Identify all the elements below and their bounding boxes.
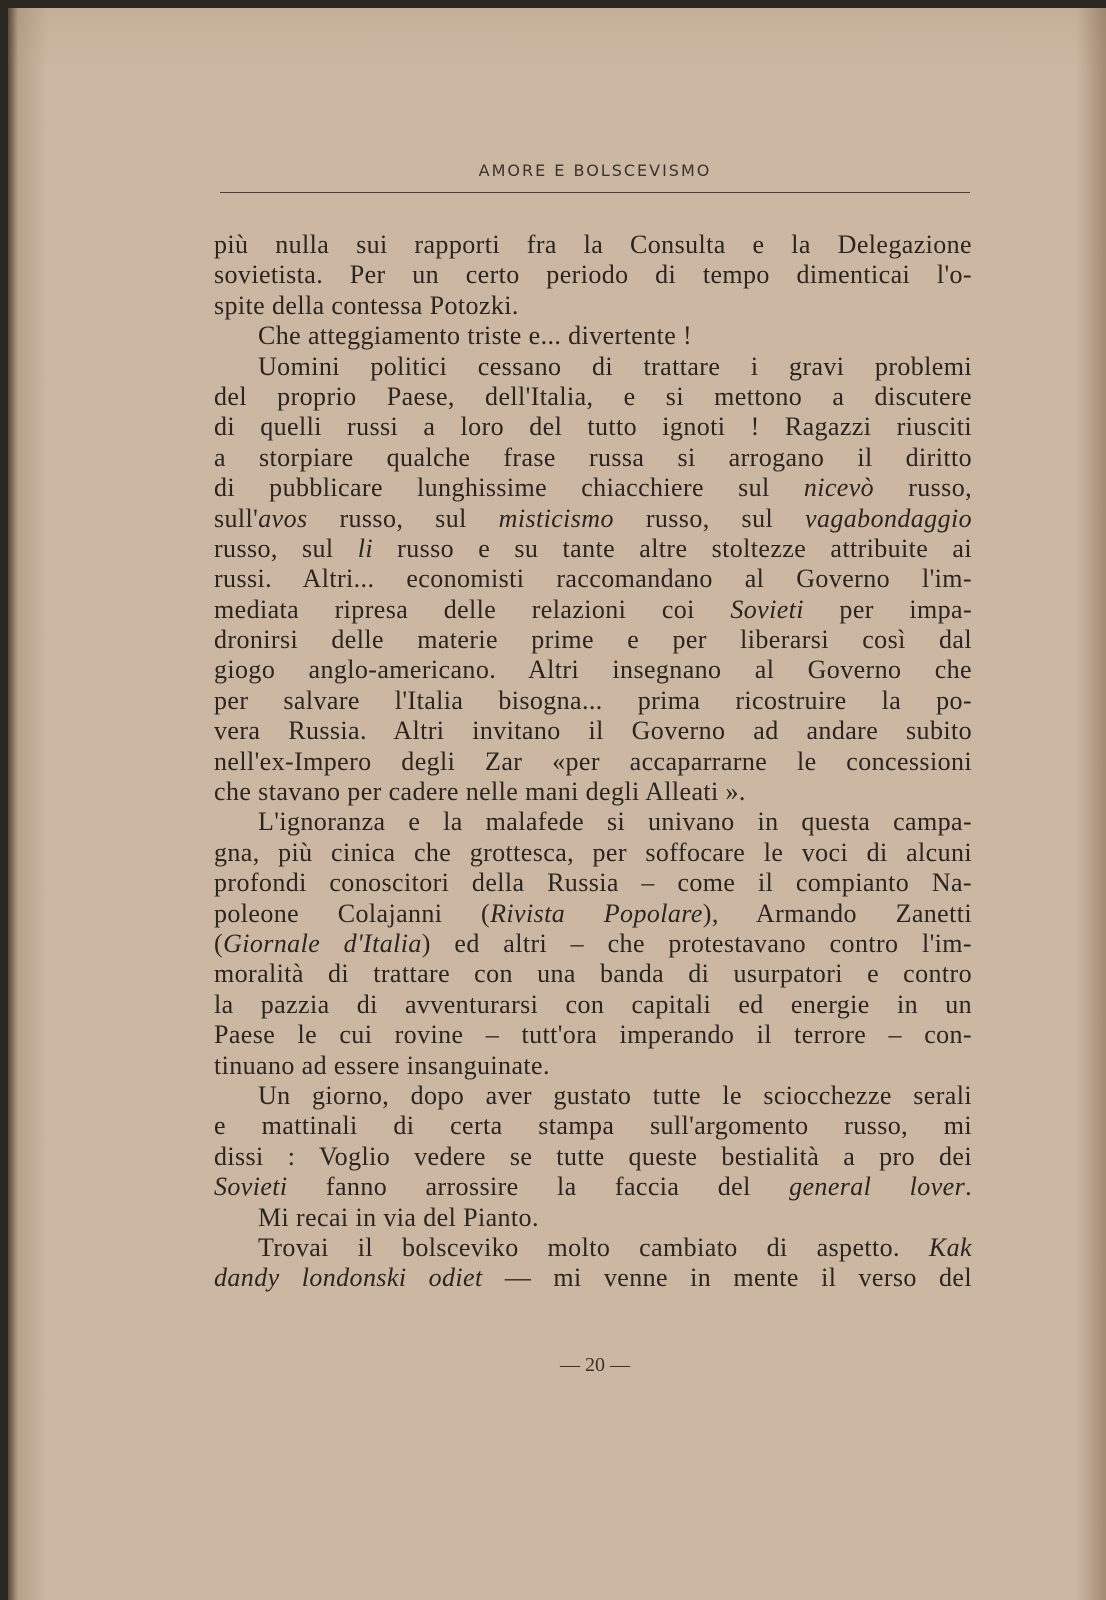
book-page bbox=[8, 8, 1106, 1600]
text-line-segment: più nulla sui rapporti fra la Consulta e la Delegazione bbox=[214, 230, 972, 259]
text-line-segment: a storpiare qualche frase russa si arrogano il diritto bbox=[214, 442, 972, 472]
text-line bbox=[214, 564, 972, 594]
text-line-segment: Un giorno, dopo aver gustato tutte le sciocchezze serali bbox=[258, 1080, 972, 1110]
text-line-segment: per impa- bbox=[803, 594, 972, 624]
text-line-segment: russi. Altri... economisti raccomandano al Governo l'im- bbox=[214, 564, 972, 594]
italic-segment: Sovieti bbox=[730, 594, 804, 624]
text-line bbox=[214, 534, 972, 564]
text-line bbox=[214, 1172, 972, 1202]
text-line bbox=[214, 352, 972, 382]
italic-segment: misticismo bbox=[498, 503, 614, 533]
text-line-segment: moralità di trattare con una banda di usurpatori e contro bbox=[214, 959, 972, 989]
text-line-segment: russo, sul bbox=[214, 533, 358, 563]
italic-segment: Kak bbox=[928, 1232, 972, 1262]
text-line-segment: giogo anglo-americano. Altri insegnano al Governo che bbox=[214, 655, 972, 685]
text-line-segment: sull' bbox=[214, 503, 259, 533]
italic-segment: general lover bbox=[789, 1172, 966, 1202]
text-line-segment: profondi conoscitori della Russia – come il compianto Na- bbox=[214, 868, 972, 898]
text-line bbox=[214, 686, 972, 716]
italic-segment: Rivista Popolare bbox=[490, 898, 703, 928]
text-line-segment: mediata ripresa delle relazioni coi bbox=[214, 594, 731, 624]
text-line bbox=[214, 959, 972, 989]
text-line bbox=[214, 504, 972, 534]
text-line bbox=[214, 1020, 972, 1050]
text-line-segment: dronirsi delle materie prime e per liberarsi così dal bbox=[214, 625, 972, 655]
text-line-segment: ), Armando Zanetti bbox=[702, 898, 972, 928]
text-line bbox=[214, 747, 972, 777]
italic-segment: dandy londonski odiet bbox=[214, 1263, 483, 1293]
text-line bbox=[214, 655, 972, 685]
text-line bbox=[214, 260, 972, 290]
italic-segment: Sovieti bbox=[214, 1172, 288, 1202]
text-line-segment: vera Russia. Altri invitano il Governo ad andare subito bbox=[214, 716, 972, 746]
text-line-segment: Mi recai in via del Pianto. bbox=[258, 1202, 539, 1232]
text-line bbox=[214, 868, 972, 898]
page-gutter-shadow bbox=[8, 8, 18, 1600]
text-line-segment: per salvare l'Italia bisogna... prima ricostruire la po- bbox=[214, 685, 972, 715]
text-line bbox=[214, 230, 972, 260]
italic-segment: avos bbox=[258, 503, 308, 533]
italic-segment: li bbox=[357, 533, 373, 563]
text-line-segment: del proprio Paese, dell'Italia, e si mettono a discutere bbox=[214, 381, 972, 411]
text-line bbox=[214, 443, 972, 473]
text-line bbox=[214, 716, 972, 746]
italic-segment: vagabondaggio bbox=[805, 503, 972, 533]
text-line-segment: — mi venne in mente il verso del bbox=[482, 1263, 972, 1293]
text-line-segment: di pubblicare lunghissime chiacchiere sul bbox=[214, 473, 804, 503]
text-line bbox=[214, 838, 972, 868]
text-line-segment: la pazzia di avventurarsi con capitali ed energie in un bbox=[214, 989, 972, 1019]
text-line-segment: tinuano ad essere insanguinate. bbox=[214, 1050, 550, 1080]
text-line-segment: e mattinali di certa stampa sull'argomento russo, mi bbox=[214, 1111, 972, 1141]
page-number: — 20 — bbox=[560, 1354, 630, 1376]
body-text bbox=[214, 230, 972, 1294]
text-line-segment: sovietista. Per un certo periodo di tempo dimenticai l'o- bbox=[214, 260, 972, 290]
text-line-segment: russo, bbox=[874, 473, 972, 503]
text-line bbox=[214, 473, 972, 503]
text-line bbox=[214, 807, 972, 837]
text-line bbox=[214, 291, 972, 321]
text-line bbox=[214, 1111, 972, 1141]
text-line-segment: Trovai il bolsceviko molto cambiato di aspetto. bbox=[258, 1232, 929, 1262]
text-line-segment: Uomini politici cessano di trattare i gravi problemi bbox=[258, 351, 972, 381]
text-line-segment: . bbox=[965, 1172, 972, 1202]
text-line-segment: poleone Colajanni ( bbox=[214, 898, 491, 928]
text-line bbox=[214, 1051, 972, 1081]
text-line-segment: ) ed altri – che protestavano contro l'im- bbox=[421, 928, 972, 958]
text-line-segment: nell'ex-Impero degli Zar «per accaparrarne le concessioni bbox=[214, 746, 972, 776]
text-line-segment: russo, sul bbox=[307, 503, 499, 533]
text-line bbox=[214, 899, 972, 929]
text-line-segment: gna, più cinica che grottesca, per soffocare le voci di alcuni bbox=[214, 837, 972, 867]
running-title: AMORE E BOLSCEVISMO bbox=[478, 161, 712, 180]
text-line-segment: dissi : Voglio vedere se tutte queste bestialità a pro dei bbox=[214, 1141, 972, 1171]
text-line-segment: russo e su tante altre stoltezze attribuite ai bbox=[372, 533, 972, 563]
text-line-segment: spite della contessa Potozki. bbox=[214, 290, 519, 320]
text-line-segment: di quelli russi a loro del tutto ignoti ! Ragazzi riusciti bbox=[214, 412, 972, 442]
text-line-segment: L'ignoranza e la malafede si univano in questa campa- bbox=[258, 807, 972, 837]
text-line-segment: fanno arrossire la faccia del bbox=[287, 1172, 790, 1202]
italic-segment: nicevò bbox=[803, 473, 875, 503]
text-line bbox=[214, 1142, 972, 1172]
text-line bbox=[214, 412, 972, 442]
text-line bbox=[214, 990, 972, 1020]
header-rule bbox=[220, 192, 970, 193]
text-line bbox=[214, 929, 972, 959]
text-line bbox=[214, 595, 972, 625]
text-line bbox=[214, 625, 972, 655]
text-line-segment: Paese le cui rovine – tutt'ora imperando il terrore – con- bbox=[214, 1020, 972, 1050]
text-line-segment: che stavano per cadere nelle mani degli Alleati ». bbox=[214, 777, 746, 807]
text-line bbox=[214, 321, 972, 351]
text-line-segment: russo, sul bbox=[613, 503, 806, 533]
text-line bbox=[214, 1081, 972, 1111]
text-line bbox=[214, 1203, 972, 1233]
text-line bbox=[214, 1263, 972, 1293]
text-line bbox=[214, 777, 972, 807]
text-line bbox=[214, 1233, 972, 1263]
text-line bbox=[214, 382, 972, 412]
text-line-segment: Che atteggiamento triste e... divertente ! bbox=[258, 321, 693, 351]
text-line-segment: ( bbox=[214, 928, 224, 958]
italic-segment: Giornale d'Italia bbox=[223, 928, 422, 958]
